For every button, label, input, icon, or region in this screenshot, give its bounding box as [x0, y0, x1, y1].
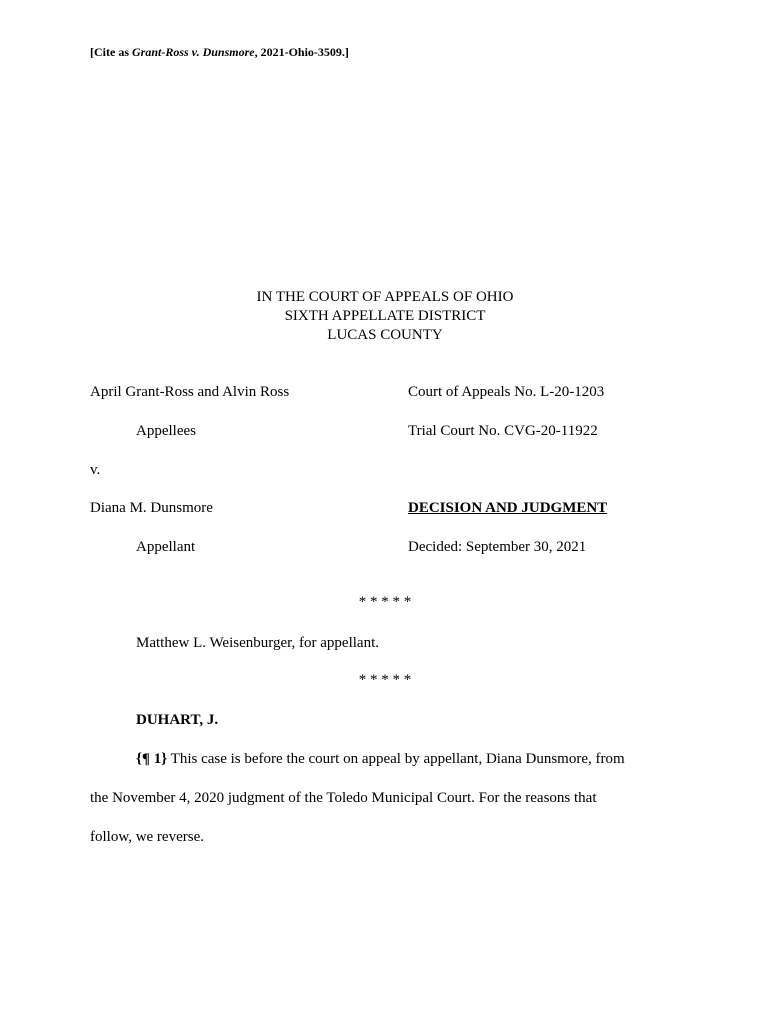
separator-bottom: * * * * *: [358, 672, 412, 688]
judge-name: DUHART, J.: [136, 712, 219, 728]
decision-title: DECISION AND JUDGMENT: [408, 500, 608, 516]
separator-top: * * * * *: [358, 594, 412, 610]
paragraph-1-line-3: follow, we reverse.: [90, 829, 204, 845]
paragraph-1-text-1: This case is before the court on appeal by appellant, Diana Dunsmore, from: [167, 751, 625, 767]
paragraph-marker: {¶ 1}: [136, 751, 168, 767]
versus: v.: [90, 462, 101, 478]
court-county: LUCAS COUNTY: [327, 327, 443, 343]
appeals-case-number: Court of Appeals No. L-20-1203: [408, 384, 605, 400]
citation-prefix: [Cite as: [90, 45, 132, 59]
citation-case-name: Grant-Ross v. Dunsmore: [132, 45, 255, 59]
court-district: SIXTH APPELLATE DISTRICT: [284, 308, 486, 324]
appellees-label: Appellees: [136, 423, 196, 439]
appellant-label: Appellant: [136, 539, 196, 555]
citation-header: [90, 45, 349, 60]
counsel-line: Matthew L. Weisenburger, for appellant.: [136, 635, 379, 651]
paragraph-1-line-1: [136, 751, 625, 768]
appellant-name: Diana M. Dunsmore: [90, 500, 213, 516]
citation-suffix: , 2021-Ohio-3509.]: [254, 45, 349, 59]
paragraph-1-line-2: the November 4, 2020 judgment of the Toledo Municipal Court. For the reasons that: [90, 790, 597, 806]
decided-date: Decided: September 30, 2021: [408, 539, 587, 555]
trial-case-number: Trial Court No. CVG-20-11922: [408, 423, 598, 439]
court-name: IN THE COURT OF APPEALS OF OHIO: [256, 289, 514, 305]
appellees-names: April Grant-Ross and Alvin Ross: [90, 384, 290, 400]
